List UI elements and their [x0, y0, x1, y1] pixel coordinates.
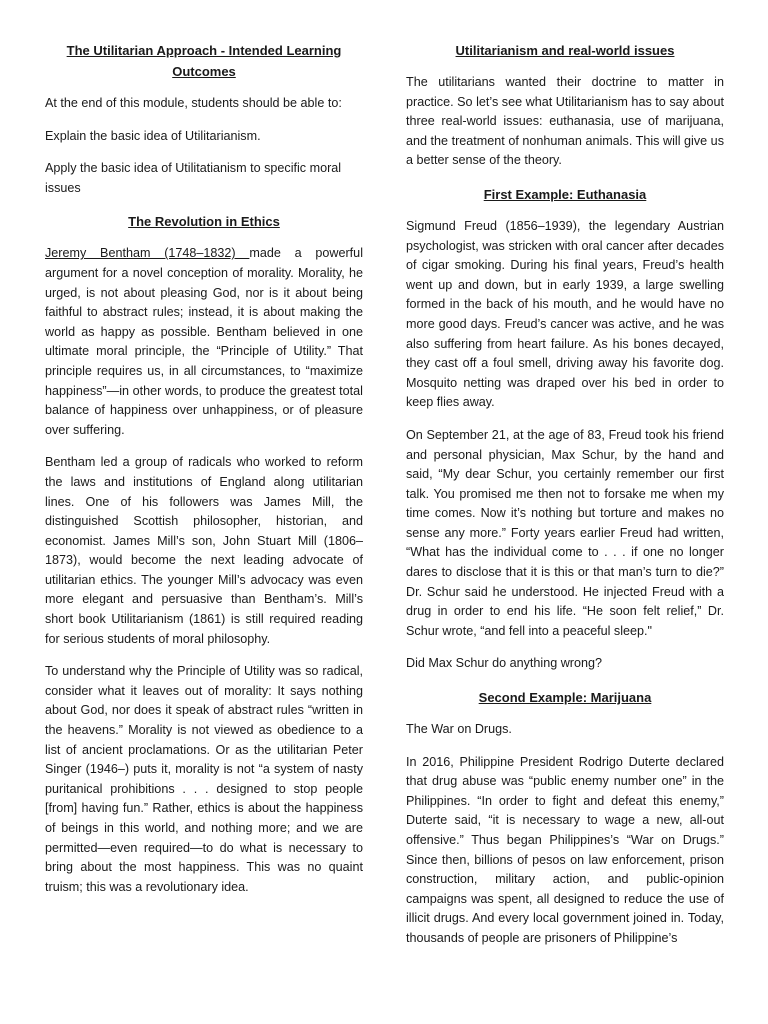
question-line: Did Max Schur do anything wrong? [406, 656, 603, 671]
bentham-paragraph [45, 244, 363, 440]
section-heading-revolution: The Revolution in Ethics [128, 214, 280, 230]
duterte-paragraph: In 2016, Philippine President Rodrigo Duterte declared that drug abuse was “public enemy number one” in the Philippines. “In order to fight and defeat this enemy,” Duterte said, “it is necessary to wage a new, all-out offensive.” Thus began Philippines’s “War on Drugs.” Since then, billions of pesos on law enforcement, prison construction, military action, and public-opinion campaigns was spent, all designed to reduce the use of illicit drugs. And every local government joined in. Today, thousands of people are prisoners of Philippine’s [406, 754, 724, 945]
module-title: The Utilitarian Approach - Intended Learning Outcomes [66, 43, 342, 79]
example-heading-marijuana: Second Example: Marijuana [478, 690, 652, 706]
principle-paragraph: To understand why the Principle of Utility was so radical, consider what it leaves out of morality: It says nothing about God, nor does it speak of abstract rules “written in the heavens.” Morality is not viewed as obedience to a list of ancient proclamations. Or as the utilitarian Peter Singer (1946–) puts it, morality is not “a system of nasty puritanical prohibitions . . . designed to stop people [from] having fun.” Rather, ethics is about the happiness of beings in this world, and nothing more; and we are permitted—even required—to do what is necessary to bring about the most happiness. This was no quaint truism; this was a revolutionary idea. [45, 664, 363, 894]
bentham-paragraph-text: made a powerful argument for a novel conception of morality. Morality, he urged, is not about pleasing God, nor is it about being faithful to abstract rules; instead, it is about making the world as happy as possible. Bentham believed in one ultimate moral principle, the “Principle of Utility.” That principle requires us, in all circumstances, to “maximize happiness”—in other words, to produce the greatest total balance of happiness over unhappiness, or of pleasure over suffering. [45, 246, 363, 437]
schur-paragraph: On September 21, at the age of 83, Freud took his friend and personal physician, Max Schur, by the hand and said, “My dear Schur, you certainly remember our first talk. You promised me then not to forsake me when my time comes. Now it’s nothing but torture and makes no sense any more.” Forty years earlier Freud had written, “What has the individual come to . . . if one no longer dares to disclose that it is this or that man’s turn to die?” Dr. Schur said he understood. He injected Freud with a drug in order to end his life. “He soon felt relief,” Dr. Schur wrote, “and fell into a peaceful sleep." [406, 427, 724, 638]
example-heading-euthanasia: First Example: Euthanasia [483, 186, 647, 202]
left-column [45, 40, 363, 910]
learning-outcome-2: Apply the basic idea of Utilitatianism to specific moral issues [45, 161, 342, 195]
war-on-drugs-line: The War on Drugs. [406, 722, 512, 737]
bentham-name-link: Jeremy Bentham (1748–1832) [45, 246, 250, 261]
real-world-title: Utilitarianism and real-world issues [455, 43, 675, 58]
intro-paragraph: At the end of this module, students should be able to: [45, 96, 342, 110]
freud-paragraph: Sigmund Freud (1856–1939), the legendary Austrian psychologist, was stricken with oral cancer after decades of cigar smoking. During his final years, Freud’s health went up and down, but in early 1939, a large swelling formed in the back of his mouth, and he would have no more good days. Freud’s cancer was active, and he was also suffering from heart failure. As his bones decayed, they cast off a foul smell, driving away his favorite dog. Mosquito netting was draped over his bed in order to keep flies away. [406, 218, 724, 410]
right-column [406, 40, 724, 962]
learning-outcome-1: Explain the basic idea of Utilitarianism. [45, 128, 261, 143]
practice-paragraph: The utilitarians wanted their doctrine to matter in practice. So let’s see what Utilitarianism has to say about three real-world issues: euthanasia, use of marijuana, and the treatment of nonhuman animals. This will give us a better sense of the theory. [406, 75, 724, 168]
mill-paragraph: Bentham led a group of radicals who worked to reform the laws and institutions of England along utilitarian lines. One of his followers was James Mill, the distinguished Scottish philosopher, historian, and economist. James Mill’s son, John Stuart Mill (1806–1873), would become the next leading advocate of utilitarian ethics. The younger Mill’s advocacy was even more elegant and persuasive than Bentham’s. Mill’s short book Utilitarianism (1861) is still required reading for serious students of moral philosophy. [45, 455, 363, 646]
